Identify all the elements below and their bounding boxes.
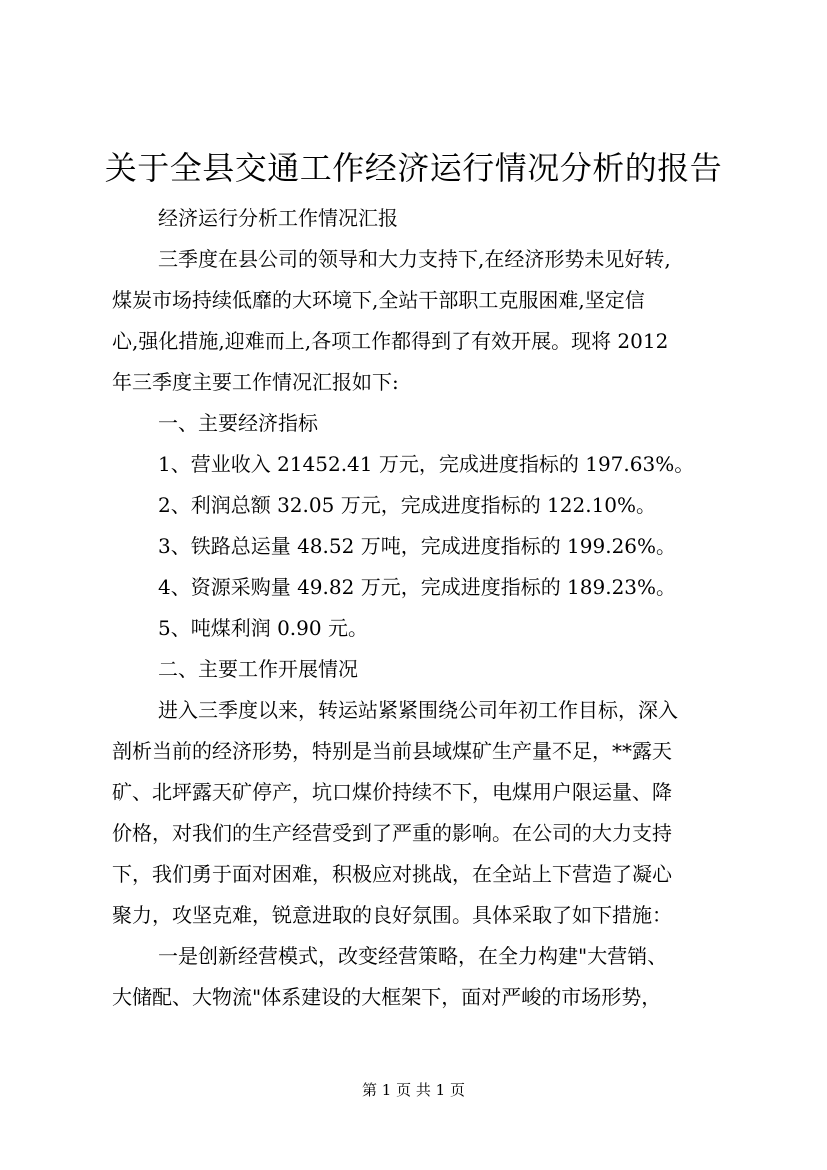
indicator-item: 4、资源采购量 49.82 万元，完成进度指标的 189.23%。 — [158, 575, 677, 599]
paragraph-line: 大储配、大物流"体系建设的大框架下，面对严峻的市场形势， — [112, 985, 662, 1009]
page-footer: 第 1 页 共 1 页 — [362, 1081, 465, 1099]
paragraph-line: 下，我们勇于面对困难，积极应对挑战，在全站上下营造了凝心 — [112, 862, 672, 886]
paragraph-line: 心,强化措施,迎难而上,各项工作都得到了有效开展。现将 2012 — [112, 329, 669, 353]
paragraph-line: 聚力，攻坚克难，锐意进取的良好氛围。具体采取了如下措施： — [112, 903, 672, 927]
indicator-item: 3、铁路总运量 48.52 万吨，完成进度指标的 199.26%。 — [158, 534, 677, 558]
indicator-item: 1、营业收入 21452.41 万元，完成进度指标的 197.63%。 — [158, 452, 695, 476]
paragraph-line: 剖析当前的经济形势，特别是当前县域煤矿生产量不足，**露天 — [112, 739, 672, 763]
paragraph-line: 矿、北坪露天矿停产，坑口煤价持续不下，电煤用户限运量、降 — [112, 780, 672, 804]
document-body — [112, 198, 744, 1018]
paragraph-line: 三季度在县公司的领导和大力支持下,在经济形势未见好转, — [158, 247, 671, 271]
paragraph-line: 一是创新经营模式，改变经营策略，在全力构建"大营销、 — [158, 944, 668, 968]
paragraph-line: 年三季度主要工作情况汇报如下: — [112, 370, 399, 394]
paragraph-line: 煤炭市场持续低靡的大环境下,全站干部职工克服困难,坚定信 — [112, 288, 645, 312]
section-heading: 一、主要经济指标 — [158, 411, 318, 435]
document-title: 关于全县交通工作经济运行情况分析的报告 — [104, 149, 723, 187]
paragraph-line: 进入三季度以来，转运站紧紧围绕公司年初工作目标，深入 — [158, 698, 678, 722]
subtitle-line: 经济运行分析工作情况汇报 — [158, 206, 398, 230]
indicator-item: 5、吨煤利润 0.90 元。 — [158, 616, 368, 640]
indicator-item: 2、利润总额 32.05 万元，完成进度指标的 122.10%。 — [158, 493, 657, 517]
section-heading: 二、主要工作开展情况 — [158, 657, 358, 681]
paragraph-line: 价格，对我们的生产经营受到了严重的影响。在公司的大力支持 — [112, 821, 672, 845]
